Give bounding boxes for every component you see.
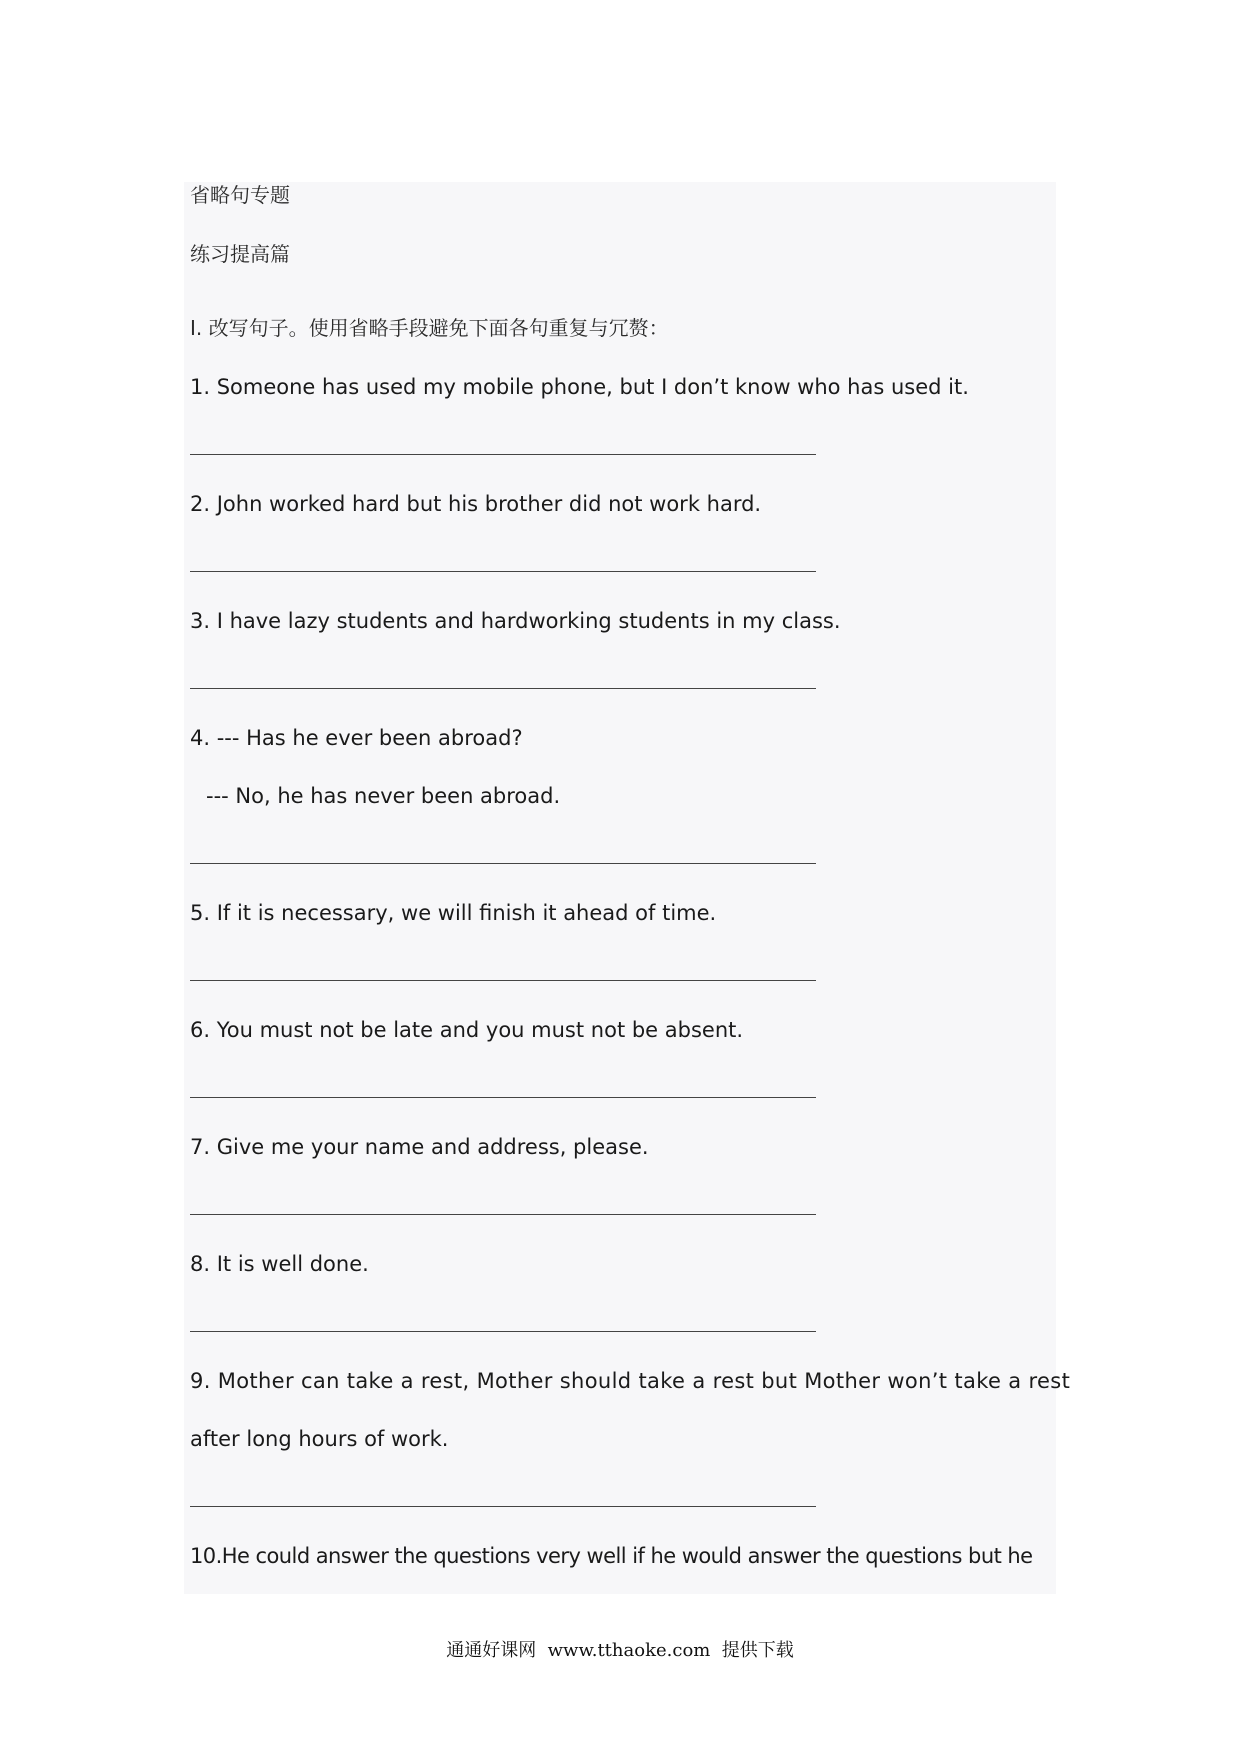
exercise-item-1: 1. Someone has used my mobile phone, but I don’t know who has used it. bbox=[190, 375, 969, 399]
exercise-item-2: 2. John worked hard but his brother did not work hard. bbox=[190, 492, 762, 516]
exercise-item-4-answer: --- No, he has never been abroad. bbox=[206, 784, 561, 808]
exercise-item-9: 9. Mother can take a rest, Mother should take a rest but Mother won’t take a rest bbox=[190, 1369, 1071, 1393]
answer-blank-2[interactable] bbox=[190, 571, 816, 572]
exercise-item-9-continued: after long hours of work. bbox=[190, 1427, 449, 1451]
page-footer: 通通好课网 www.tthaoke.com 提供下载 bbox=[446, 1640, 794, 1661]
answer-blank-4[interactable] bbox=[190, 863, 816, 864]
answer-blank-6[interactable] bbox=[190, 1097, 816, 1098]
answer-blank-3[interactable] bbox=[190, 688, 816, 689]
answer-blank-7[interactable] bbox=[190, 1214, 816, 1215]
answer-blank-1[interactable] bbox=[190, 454, 816, 455]
exercise-item-5: 5. If it is necessary, we will finish it ahead of time. bbox=[190, 901, 717, 925]
exercise-item-8: 8. It is well done. bbox=[190, 1252, 369, 1276]
answer-blank-5[interactable] bbox=[190, 980, 816, 981]
worksheet-subtitle: 练习提高篇 bbox=[190, 242, 290, 266]
exercise-item-7: 7. Give me your name and address, please. bbox=[190, 1135, 649, 1159]
answer-blank-9[interactable] bbox=[190, 1506, 816, 1507]
answer-blank-8[interactable] bbox=[190, 1331, 816, 1332]
exercise-item-6: 6. You must not be late and you must not be absent. bbox=[190, 1018, 744, 1042]
worksheet-title: 省略句专题 bbox=[190, 183, 290, 207]
section-instruction: I. 改写句子。使用省略手段避免下面各句重复与冗赘： bbox=[190, 316, 669, 340]
exercise-item-3: 3. I have lazy students and hardworking students in my class. bbox=[190, 609, 841, 633]
exercise-item-10: 10.He could answer the questions very well if he would answer the questions but he bbox=[190, 1544, 1033, 1568]
exercise-item-4-question: 4. --- Has he ever been abroad? bbox=[190, 726, 523, 750]
